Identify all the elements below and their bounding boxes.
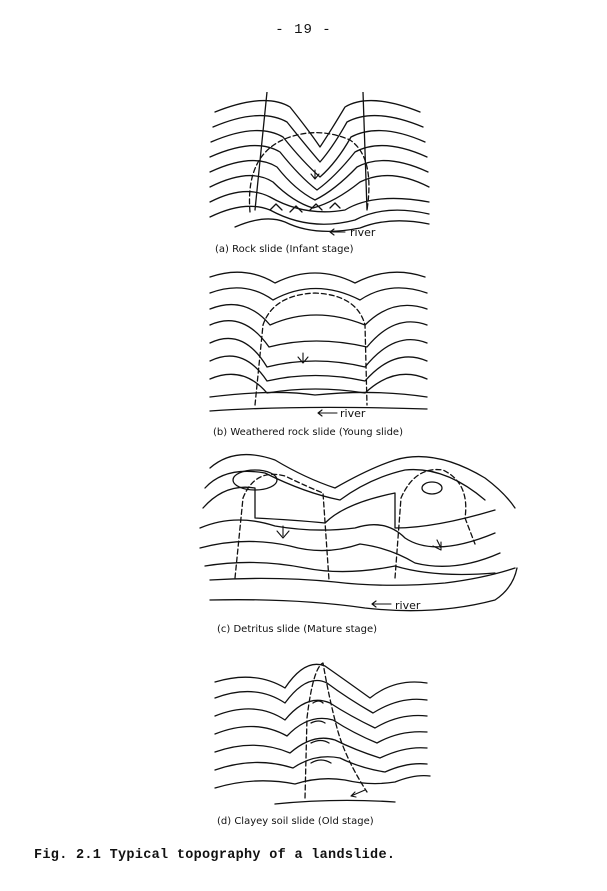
weathered-rock-slide-diagram (195, 265, 525, 420)
river-label-a: river (350, 226, 376, 239)
river-label-b: river (340, 407, 366, 420)
panel-b-weathered-rock-slide (195, 265, 525, 438)
caption-a: (a) Rock slide (Infant stage) (215, 244, 354, 255)
caption-c: (c) Detritus slide (Mature stage) (217, 624, 378, 635)
detritus-slide-diagram (195, 448, 525, 618)
clayey-soil-slide-diagram (195, 658, 525, 813)
page-number: - 19 - (275, 22, 332, 38)
rock-slide-diagram (195, 92, 525, 242)
figure-caption: Fig. 2.1 Typical topography of a landslide. (34, 848, 396, 863)
caption-d: (d) Clayey soil slide (Old stage) (217, 816, 374, 827)
panel-d-clayey-soil-slide (195, 658, 525, 827)
caption-b: (b) Weathered rock slide (Young slide) (213, 427, 403, 438)
panel-c-detritus-slide (195, 448, 525, 635)
panel-a-rock-slide (195, 92, 525, 255)
river-label-c: river (395, 599, 421, 612)
